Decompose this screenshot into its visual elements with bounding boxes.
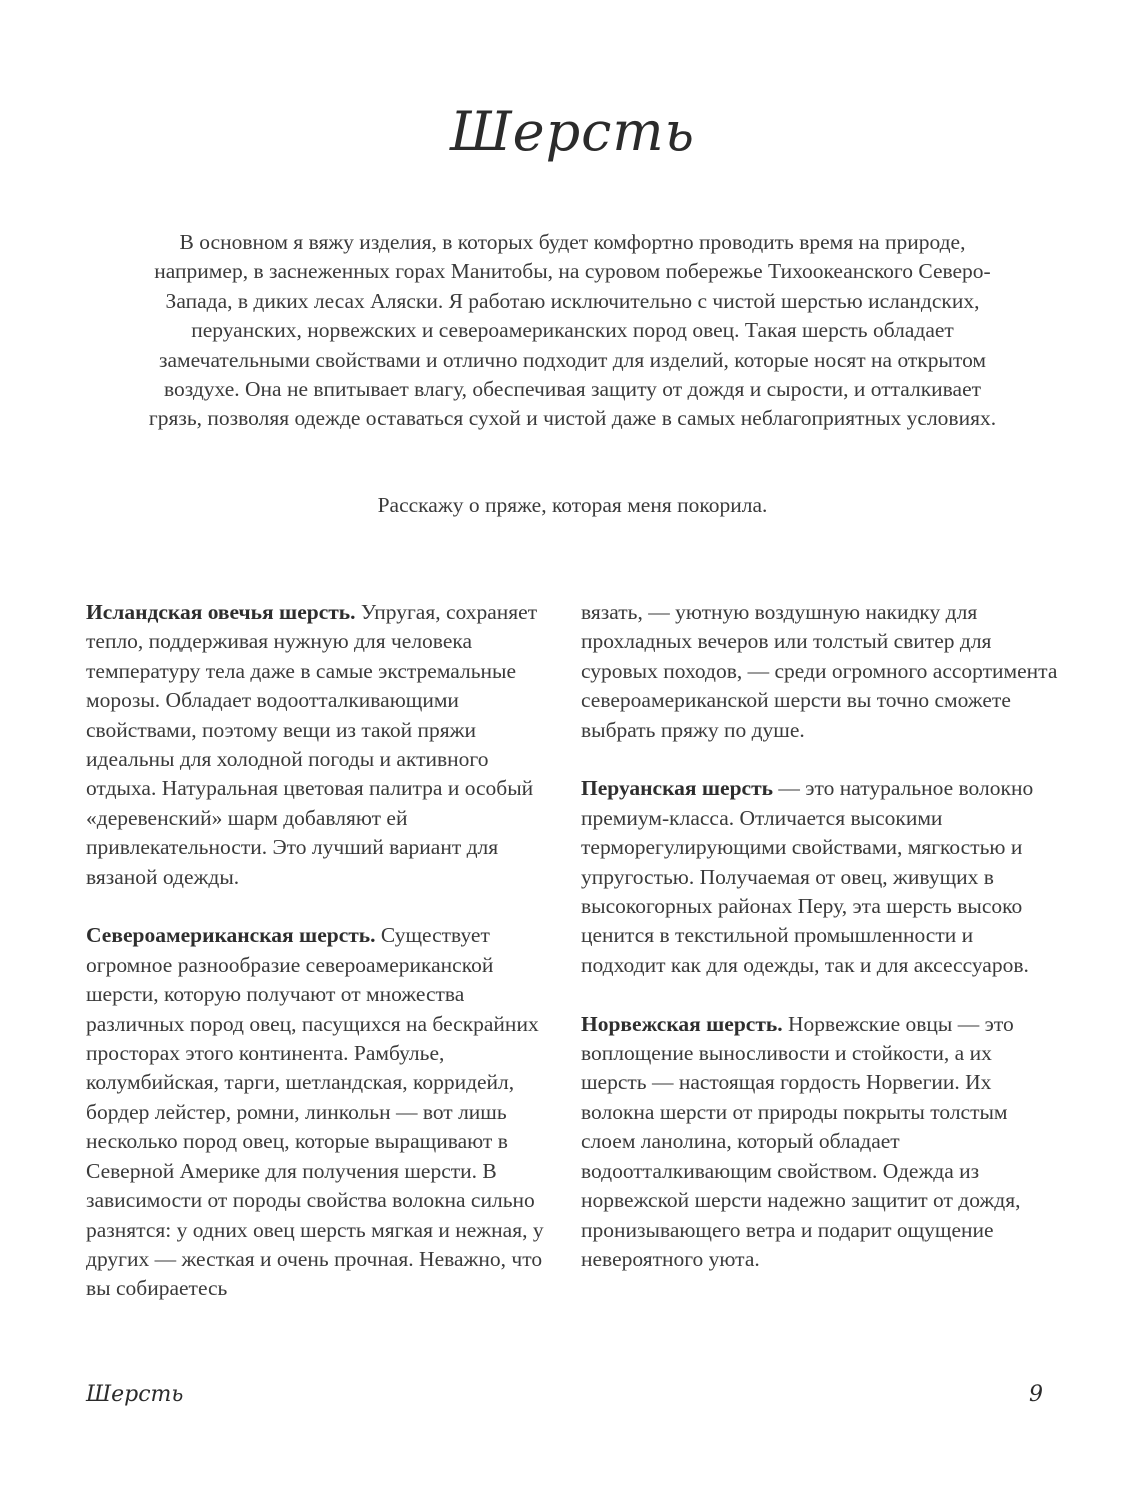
section-heading: Исландская овечья шерсть. bbox=[86, 600, 356, 624]
section-text: Упругая, сохраняет тепло, поддерживая нужную для человека температуру тела даже в самые экстремальные морозы. Обладает водоотталкивающими свойствами, поэтому вещи из такой пряжи идеальны для холодной погоды и активного отдыха. Натуральная цветовая палитра и особый «деревенский» шарм добавляют ей привлекательности. Это лучший вариант для вязаной одежды. bbox=[86, 600, 538, 889]
section-norwegian bbox=[581, 1010, 1059, 1275]
section-peruvian bbox=[581, 774, 1059, 980]
section-text: вязать, — уютную воздушную накидку для прохладных вечеров или толстый свитер для суровых походов, — среди огромного ассортимента североамериканской шерсти вы точно сможете выбрать пряжу по душе. bbox=[581, 600, 1058, 742]
page-number: 9 bbox=[1029, 1382, 1043, 1407]
intro-paragraph: В основном я вяжу изделия, в которых будет комфортно проводить время на природе, например, в заснеженных горах Манитобы, на суровом побережье Тихоокеанского Северо-Запада, в диких лесах Аляски. Я работаю исключительно с чистой шерстью исландских, перуанских, норвежских и североамериканских пород овец. Такая шерсть обладает замечательными свойствами и отлично подходит для изделий, которые носят на открытом воздухе. Она не впитывает влагу, обеспечивая защиту от дождя и сырости, и отталкивает грязь, позволяя одежде оставаться сухой и чистой даже в самых неблагоприятных условиях. bbox=[148, 230, 997, 431]
section-text: — это натуральное волокно премиум-класса. Отличается высокими терморегулирующими свойствами, мягкостью и упругостью. Получаемая от овец, живущих в высокогорных районах Перу, эта шерсть высоко ценится в текстильной промышленности и подходит как для одежды, так и для аксессуаров. bbox=[581, 776, 1034, 977]
running-footer-title: Шерсть bbox=[86, 1382, 184, 1407]
section-icelandic bbox=[86, 598, 556, 892]
left-column bbox=[86, 598, 556, 1333]
section-text: Существует огромное разнообразие североамериканской шерсти, которую получают от множества различных пород овец, пасущихся на бескрайних просторах этого континента. Рамбулье, колумбийская, тарги, шетландская, корридейл, бордер лейстер, ромни, линкольн — вот лишь несколько пород овец, которые выращивают в Северной Америке для получения шерсти. В зависимости от породы свойства волокна сильно разнятся: у одних овец шерсть мягкая и нежная, у других — жесткая и очень прочная. Неважно, что вы собираетесь bbox=[86, 923, 544, 1301]
section-north-american-continued bbox=[581, 598, 1059, 745]
section-heading: Норвежская шерсть. bbox=[581, 1011, 783, 1036]
section-north-american bbox=[86, 921, 556, 1303]
section-text: Норвежские овцы — это воплощение выносливости и стойкости, а их шерсть — настоящая гордость Норвегии. Их волокна шерсти от природы покрыты толстым слоем ланолина, который обладает водоотталкивающим свойством. Одежда из норвежской шерсти надежно защитит от дождя, пронизывающего ветра и подарит ощущение невероятного уюта. bbox=[581, 1011, 1021, 1271]
right-column bbox=[581, 598, 1059, 1304]
section-heading: Североамериканская шерсть. bbox=[86, 923, 376, 948]
intro-tagline: Расскажу о пряже, которая меня покорила. bbox=[377, 493, 768, 517]
page-title: Шерсть bbox=[450, 100, 695, 163]
section-heading: Перуанская шерсть bbox=[581, 776, 774, 801]
